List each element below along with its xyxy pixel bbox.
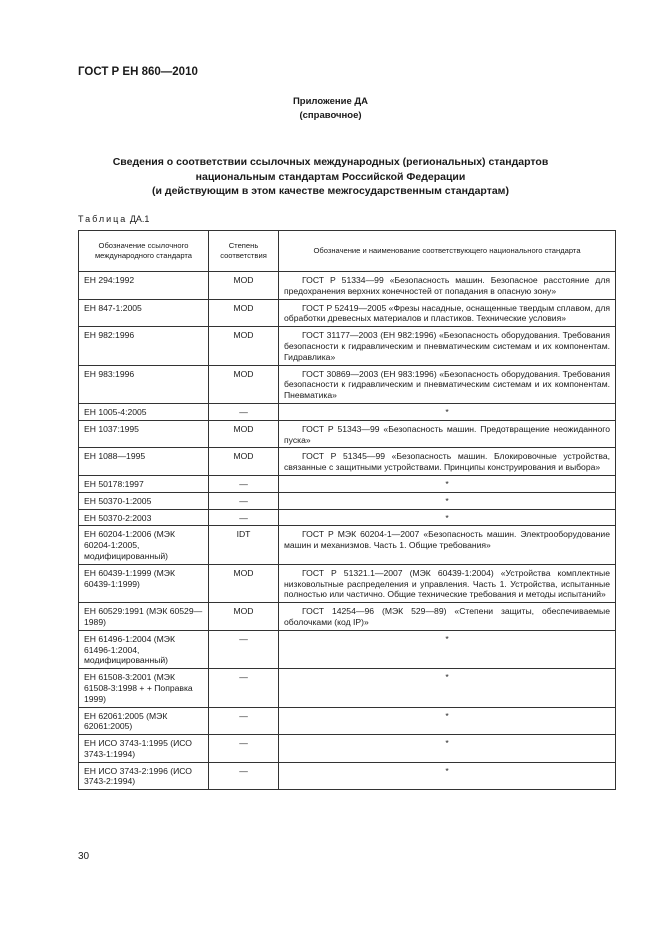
table-row (79, 735, 616, 763)
degree-cell: — (209, 630, 279, 668)
reference-standard-cell: ЕН 60529:1991 (МЭК 60529—1989) (79, 603, 209, 631)
degree-cell: MOD (209, 603, 279, 631)
reference-standard-cell: ЕН 1005-4:2005 (79, 403, 209, 420)
degree-cell: — (209, 509, 279, 526)
degree-cell: — (209, 475, 279, 492)
degree-cell: MOD (209, 448, 279, 476)
reference-standard-cell: ЕН 62061:2005 (МЭК 62061:2005) (79, 707, 209, 735)
table-row (79, 365, 616, 403)
annex-title: Приложение ДА (292, 96, 369, 107)
table-row (79, 707, 616, 735)
annex-note: (справочное) (299, 110, 362, 121)
degree-cell: MOD (209, 327, 279, 365)
annex-heading (0, 95, 661, 123)
table-row (79, 327, 616, 365)
degree-cell: — (209, 403, 279, 420)
degree-cell: IDT (209, 526, 279, 564)
national-standard-cell: ГОСТ 30869—2003 (ЕН 983:1996) «Безопасность оборудования. Требования безопасности к гидравлическим и пневматическим системам и их компонентам. Пневматика» (279, 365, 616, 403)
reference-standard-cell: ЕН 61508-3:2001 (МЭК 61508-3:1998 + + Поправка 1999) (79, 669, 209, 707)
reference-standard-cell: ЕН 983:1996 (79, 365, 209, 403)
table-row (79, 475, 616, 492)
reference-standard-cell: ЕН 1088—1995 (79, 448, 209, 476)
degree-cell: — (209, 669, 279, 707)
national-standard-cell: * (279, 735, 616, 763)
table-row (79, 603, 616, 631)
national-standard-cell: * (279, 475, 616, 492)
section-title-line: (и действующим в этом качестве межгосударственным стандартам) (152, 185, 509, 197)
reference-standard-cell: ЕН ИСО 3743-2:1996 (ИСО 3743-2:1994) (79, 762, 209, 790)
national-standard-cell: * (279, 669, 616, 707)
reference-standard-cell: ЕН 294:1992 (79, 272, 209, 300)
document-code: ГОСТ Р ЕН 860—2010 (78, 66, 198, 78)
national-standard-cell: ГОСТ Р 51343—99 «Безопасность машин. Предотвращение неожиданного пуска» (279, 420, 616, 448)
table-row (79, 526, 616, 564)
table-row (79, 403, 616, 420)
reference-standard-cell: ЕН 50370-1:2005 (79, 492, 209, 509)
header-reference-standard: Обозначение ссылочного международного стандарта (79, 231, 209, 272)
degree-cell: — (209, 492, 279, 509)
national-standard-cell: ГОСТ Р 52419—2005 «Фрезы насадные, оснащенные твердым сплавом, для обработки древесных материалов и пластиков. Технические условия» (279, 299, 616, 327)
table-row (79, 509, 616, 526)
reference-standard-cell: ЕН 982:1996 (79, 327, 209, 365)
table-row (79, 492, 616, 509)
header-national-standard: Обозначение и наименование соответствующего национального стандарта (279, 231, 616, 272)
national-standard-cell: * (279, 509, 616, 526)
degree-cell: — (209, 707, 279, 735)
degree-cell: MOD (209, 420, 279, 448)
degree-cell: MOD (209, 564, 279, 602)
national-standard-cell: ГОСТ 14254—96 (МЭК 529—89) «Степени защиты, обеспечиваемые оболочками (код IP)» (279, 603, 616, 631)
reference-standard-cell: ЕН 50370-2:2003 (79, 509, 209, 526)
correspondence-table (78, 230, 616, 790)
table-row (79, 669, 616, 707)
table-caption-word: Таблица (78, 214, 128, 224)
reference-standard-cell: ЕН 1037:1995 (79, 420, 209, 448)
table-row (79, 448, 616, 476)
national-standard-cell: * (279, 492, 616, 509)
table-row (79, 762, 616, 790)
degree-cell: — (209, 762, 279, 790)
page-number: 30 (78, 851, 90, 862)
national-standard-cell: * (279, 762, 616, 790)
national-standard-cell: * (279, 630, 616, 668)
table-row (79, 299, 616, 327)
table-header-row (79, 231, 616, 272)
table-row (79, 630, 616, 668)
table-row (79, 564, 616, 602)
degree-cell: — (209, 735, 279, 763)
table-caption-number: ДА.1 (129, 214, 150, 224)
reference-standard-cell: ЕН 50178:1997 (79, 475, 209, 492)
table-row (79, 272, 616, 300)
section-title-line: Сведения о соответствии ссылочных международных (региональных) стандартов (112, 156, 549, 168)
reference-standard-cell: ЕН 60439-1:1999 (МЭК 60439-1:1999) (79, 564, 209, 602)
section-title-line: национальным стандартам Российской Федерации (195, 170, 466, 183)
national-standard-cell: ГОСТ 31177—2003 (ЕН 982:1996) «Безопасность оборудования. Требования безопасности к гидравлическим и пневматическим системам и их компонентам. Гидравлика» (279, 327, 616, 365)
degree-cell: MOD (209, 299, 279, 327)
reference-standard-cell: ЕН 60204-1:2006 (МЭК 60204-1:2005, модифицированный) (79, 526, 209, 564)
reference-standard-cell: ЕН 847-1:2005 (79, 299, 209, 327)
section-title (0, 155, 661, 199)
table-row (79, 420, 616, 448)
national-standard-cell: ГОСТ Р 51321.1—2007 (МЭК 60439-1:2004) «Устройства комплектные низковольтные распределения и управления. Часть 1. Устройства, испытанные полностью или частично. Общие технические требования и методы испытаний» (279, 564, 616, 602)
national-standard-cell: ГОСТ Р 51345—99 «Безопасность машин. Блокировочные устройства, связанные с защитными устройствами. Принципы конструирования и выбора» (279, 448, 616, 476)
degree-cell: MOD (209, 272, 279, 300)
reference-standard-cell: ЕН ИСО 3743-1:1995 (ИСО 3743-1:1994) (79, 735, 209, 763)
header-degree: Степень соответствия (209, 231, 279, 272)
reference-standard-cell: ЕН 61496-1:2004 (МЭК 61496-1:2004, модифицированный) (79, 630, 209, 668)
national-standard-cell: * (279, 403, 616, 420)
national-standard-cell: ГОСТ Р 51334—99 «Безопасность машин. Безопасное расстояние для предохранения верхних конечностей от попадания в опасную зону» (279, 272, 616, 300)
national-standard-cell: * (279, 707, 616, 735)
degree-cell: MOD (209, 365, 279, 403)
table-caption (78, 214, 149, 224)
national-standard-cell: ГОСТ Р МЭК 60204-1—2007 «Безопасность машин. Электрооборудование машин и механизмов. Часть 1. Общие требования» (279, 526, 616, 564)
